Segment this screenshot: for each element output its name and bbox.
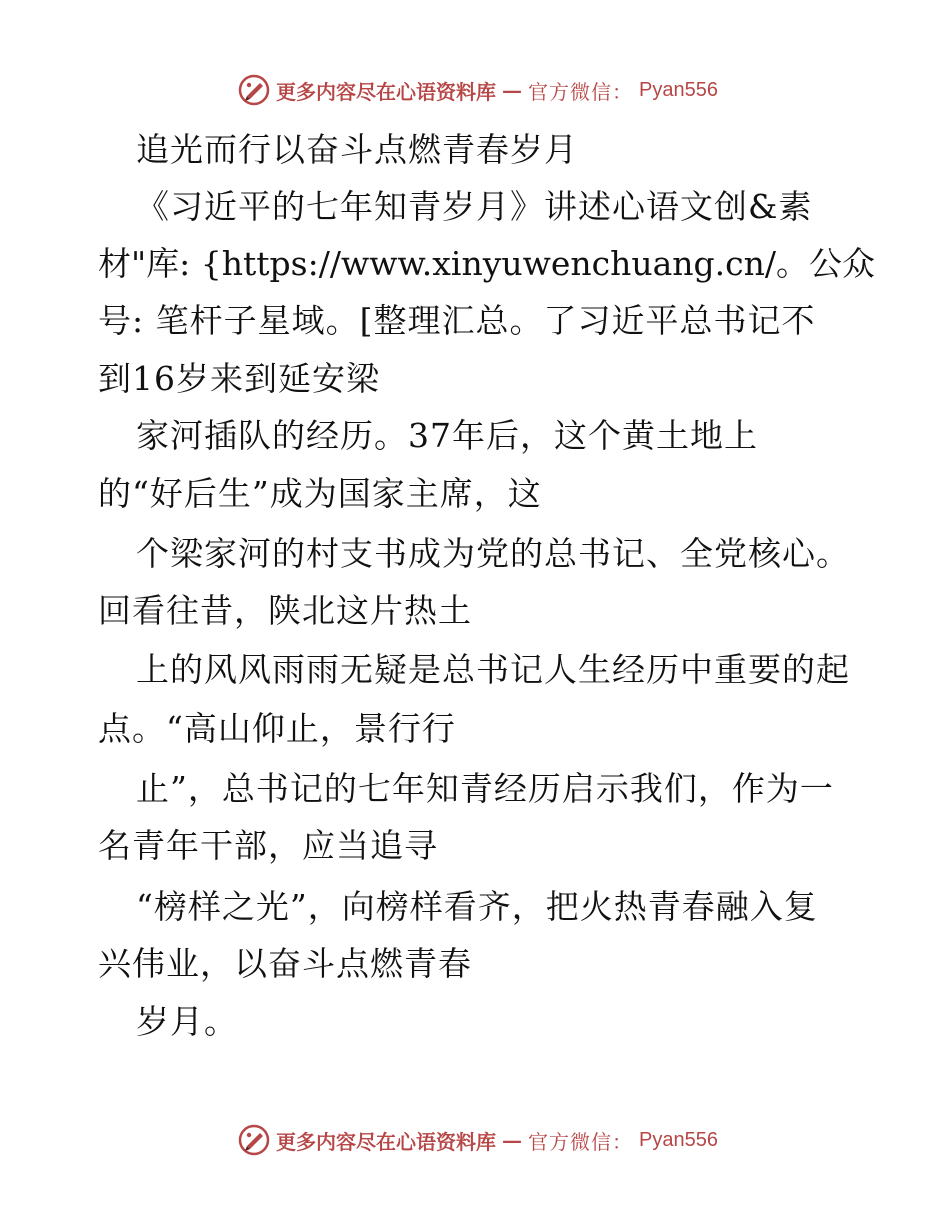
text-line: 兴伟业，以奋斗点燃青春 [98,944,472,983]
header-banner-main: 更多内容尽在心语资料库 [276,79,496,104]
text-line: 回看往昔，陕北这片热土 [98,591,472,630]
footer-banner-main: 更多内容尽在心语资料库 [276,1129,496,1154]
brand-logo-icon [238,74,270,106]
text-line: 个梁家河的村支书成为党的总书记、全党核心。 [136,534,850,573]
text-line: 《习近平的七年知青岁月》讲述心语文创&素 [136,187,813,226]
text-line: 止”，总书记的七年知青经历启示我们，作为一 [136,769,834,808]
title-line: 追光而行以奋斗点燃青春岁月 [136,130,578,169]
text-line: 点。“高山仰止，景行行 [98,709,456,748]
text-line: 名青年干部，应当追寻 [98,826,438,865]
brand-logo-icon [238,1124,270,1156]
footer-banner-sub: 官方微信： [528,1129,633,1154]
footer-banner-dash: — [502,1128,522,1152]
footer-banner-id: Pyan556 [639,1128,718,1151]
header-banner-sub: 官方微信： [528,79,633,104]
text-line: 的“好后生”成为国家主席，这 [98,474,542,513]
header-banner-dash: — [502,78,522,102]
text-line: 家河插队的经历。37年后，这个黄土地上 [136,416,758,455]
text-line: 到16岁来到延安梁 [98,359,380,398]
text-line: 材"库: {https://www.xinyuwenchuang.cn/。公众 [98,244,876,283]
text-line: 上的风风雨雨无疑是总书记人生经历中重要的起 [136,650,850,689]
header-banner-id: Pyan556 [639,78,718,101]
text-line: 号: 笔杆子星域。[整理汇总。了习近平总书记不 [98,301,816,340]
footer-banner [238,1123,718,1157]
text-line: “榜样之光”，向榜样看齐，把火热青春融入复 [136,887,818,926]
text-line: 岁月。 [136,1002,238,1041]
header-banner [238,73,718,107]
